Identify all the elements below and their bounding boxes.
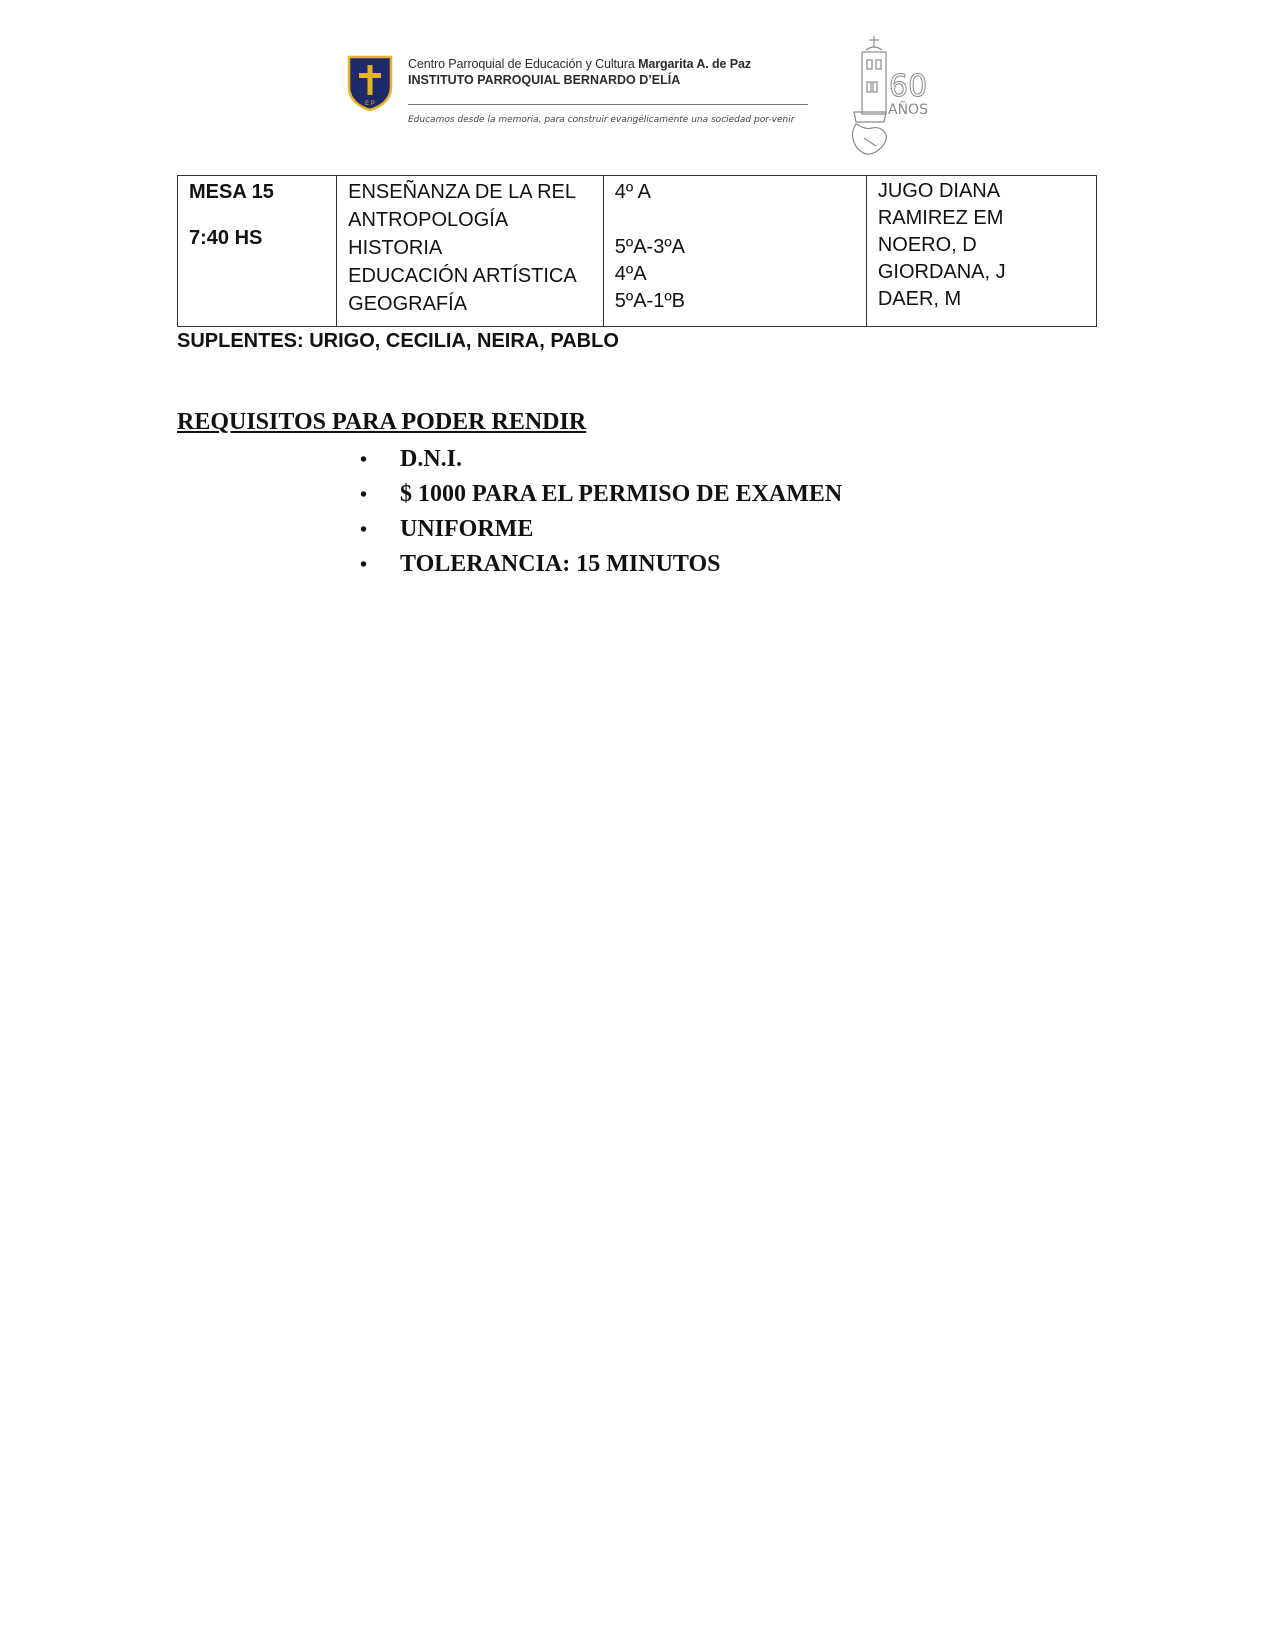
substitutes-line: SUPLENTES: URIGO, CECILIA, NEIRA, PABLO bbox=[177, 330, 619, 352]
subject-item: ENSEÑANZA DE LA REL bbox=[348, 181, 577, 203]
requirement-text: UNIFORME bbox=[400, 516, 534, 542]
teachers-cell bbox=[866, 176, 1096, 327]
bullet-icon: • bbox=[360, 519, 368, 541]
subject-item: ANTROPOLOGÍA bbox=[348, 209, 509, 231]
teacher-item: RAMIREZ EM bbox=[877, 207, 1004, 229]
requirement-text: TOLERANCIA: 15 MINUTOS bbox=[400, 551, 721, 577]
course-item: 4ºA bbox=[614, 263, 647, 285]
anniversary-number: 60 bbox=[889, 69, 928, 104]
institution-name-block bbox=[408, 57, 808, 87]
requirements-title: REQUISITOS PARA PODER RENDIR bbox=[177, 409, 587, 435]
subject-item: GEOGRAFÍA bbox=[348, 293, 468, 315]
list-item bbox=[360, 512, 842, 547]
courses-cell bbox=[603, 176, 866, 327]
bullet-icon: • bbox=[360, 484, 368, 506]
course-item: 5ºA-3ºA bbox=[614, 236, 685, 258]
header-divider bbox=[408, 104, 808, 105]
subject-item: HISTORIA bbox=[348, 237, 443, 259]
bullet-icon: • bbox=[360, 449, 368, 471]
institution-line-1 bbox=[408, 57, 808, 71]
subject-item: EDUCACIÓN ARTÍSTICA bbox=[348, 265, 577, 287]
requirement-text: D.N.I. bbox=[400, 446, 463, 472]
mesa-cell bbox=[178, 176, 337, 327]
sixty-years-logo bbox=[846, 34, 936, 160]
mesa-time: 7:40 HS bbox=[189, 227, 263, 249]
requirement-text: $ 1000 PARA EL PERMISO DE EXAMEN bbox=[400, 481, 843, 507]
document-header bbox=[0, 0, 1275, 170]
institution-line-1-prefix: Centro Parroquial de Educación y Cultura bbox=[408, 57, 639, 71]
school-crest-logo bbox=[347, 55, 393, 111]
subjects-cell bbox=[337, 176, 604, 327]
exam-schedule-table bbox=[177, 175, 1097, 327]
mesa-number: MESA 15 bbox=[189, 181, 274, 203]
crest-initials: E P bbox=[365, 101, 375, 107]
list-item bbox=[360, 547, 842, 582]
requirements-list bbox=[360, 442, 842, 582]
teacher-item: GIORDANA, J bbox=[877, 261, 1006, 283]
teacher-item: JUGO DIANA bbox=[877, 180, 1001, 202]
teacher-item: DAER, M bbox=[877, 288, 962, 310]
bullet-icon: • bbox=[360, 554, 368, 576]
table-row bbox=[178, 176, 1097, 327]
institution-line-1-bold: Margarita A. de Paz bbox=[638, 57, 752, 71]
teacher-item: NOERO, D bbox=[877, 234, 977, 256]
institution-motto: Educamos desde la memoria, para construir evangélicamente una sociedad por-venir bbox=[408, 115, 795, 125]
list-item bbox=[360, 477, 842, 512]
course-spacer bbox=[615, 206, 856, 234]
institution-line-2: INSTITUTO PARROQUIAL BERNARDO D’ELÍA bbox=[408, 73, 681, 87]
course-item: 4º A bbox=[614, 181, 651, 203]
course-item: 5ºA-1ºB bbox=[614, 290, 685, 312]
list-item bbox=[360, 442, 842, 477]
anniversary-word: AÑOS bbox=[888, 102, 928, 118]
